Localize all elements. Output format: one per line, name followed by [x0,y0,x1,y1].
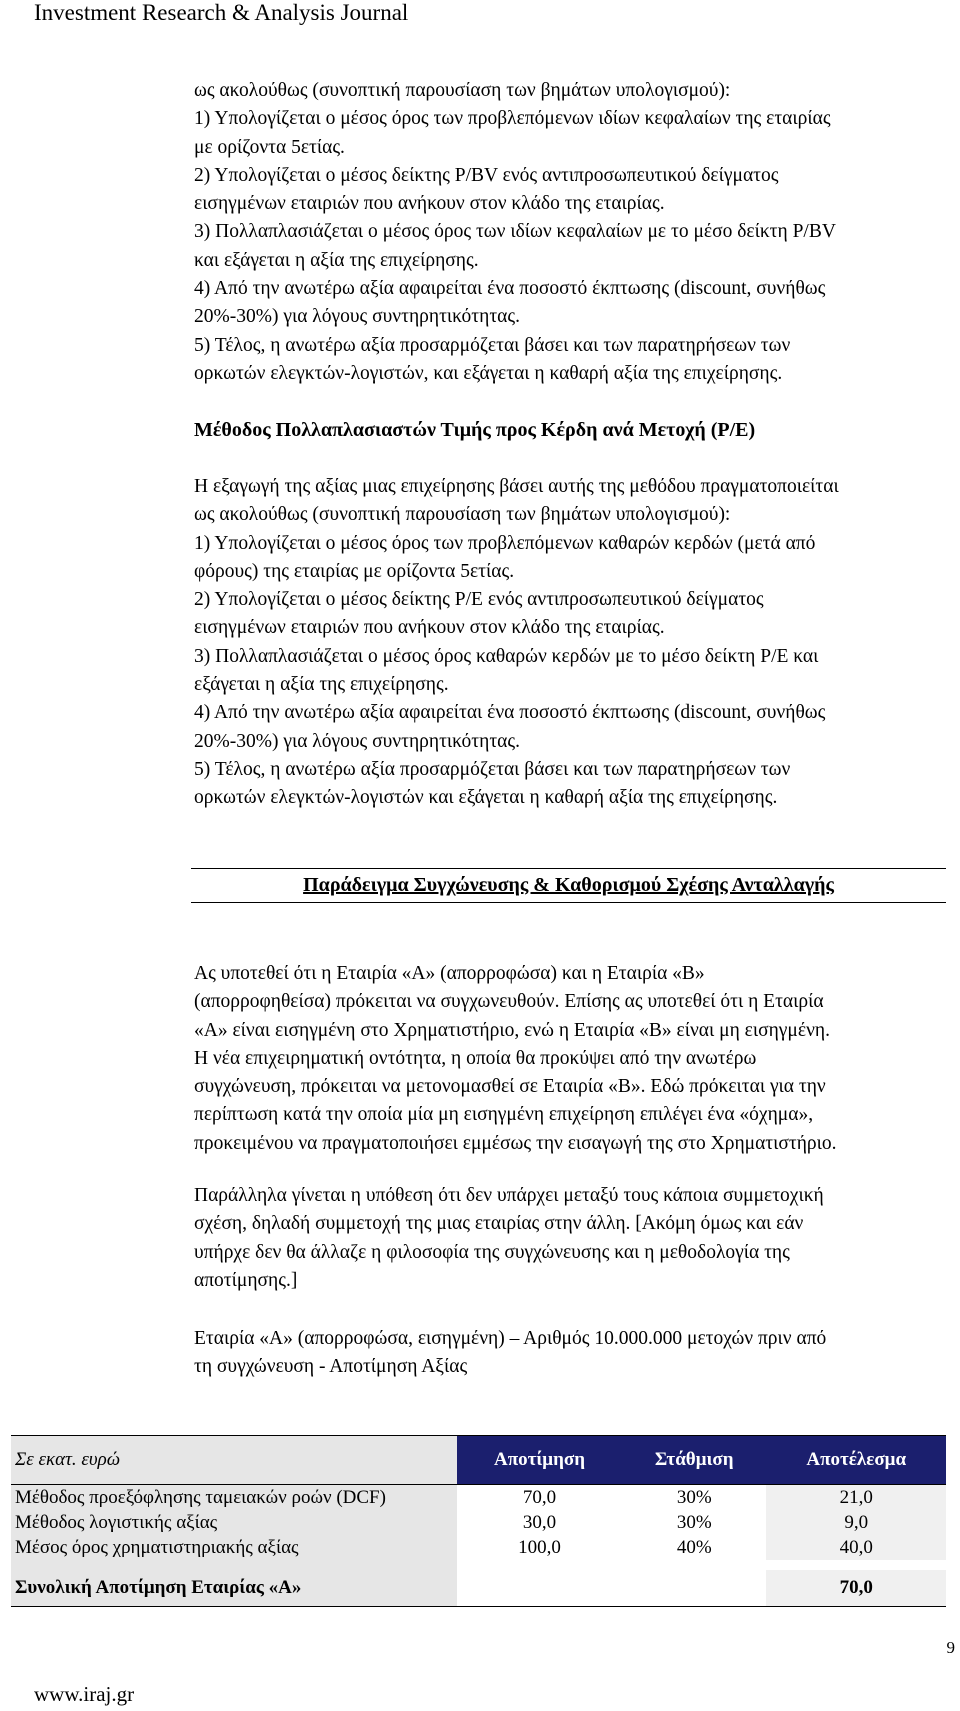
text-line: προκειμένου να πραγματοποιήσει εμμέσως την εισαγωγή της στο Χρηματιστήριο. [194,1132,837,1154]
footer-url[interactable]: www.iraj.gr [34,1682,135,1706]
column-header-result: Αποτέλεσμα [766,1436,946,1485]
text-line: 5) Τέλος, η ανωτέρω αξία προσαρμόζεται βάσει και των παρατηρήσεων των [194,758,791,780]
text-line: Παράλληλα γίνεται η υπόθεση ότι δεν υπάρχει μεταξύ τους κάποια συμμετοχική [194,1185,824,1206]
text-line: αποτίμησης.] [194,1269,298,1291]
example-paragraph-2 [194,1182,954,1295]
result-cell: 40,0 [766,1535,946,1560]
text-line: 20%-30%) για λόγους συντηρητικότητας. [194,730,520,752]
method-cell: Μέθοδος λογιστικής αξίας [11,1510,457,1535]
text-line: ως ακολούθως (συνοπτική παρουσίαση των βημάτων υπολογισμού): [194,504,731,526]
text-line: 2) Υπολογίζεται ο μέσος δείκτης P/E ενός αντιπροσωπευτικού δείγματος [194,589,764,611]
empty-cell [457,1570,622,1607]
weight-cell: 40% [676,1536,712,1558]
text-line: 3) Πολλαπλασιάζεται ο μέσος όρος καθαρών κερδών με το μέσο δείκτη P/E και [194,645,819,667]
section-divider [191,868,946,869]
pe-method-steps [194,473,954,813]
text-line: ως ακολούθως (συνοπτική παρουσίαση των βημάτων υπολογισμού): [194,80,731,101]
text-line: φόρους) της εταιρίας με ορίζοντα 5ετίας. [194,560,515,582]
valuation-cell: 30,0 [522,1511,557,1533]
spacer-cell [11,1560,457,1570]
text-line: 20%-30%) για λόγους συντηρητικότητας. [194,306,520,328]
text-line: εξάγεται η αξία της επιχείρησης. [194,674,449,696]
text-line: Εταιρία «Α» (απορροφώσα, εισηγμένη) – Αριθμός 10.000.000 μετοχών πριν από [194,1328,827,1349]
text-line: Η εξαγωγή της αξίας μιας επιχείρησης βάσει αυτής της μεθόδου πραγματοποιείται [194,476,839,497]
text-line: Η νέα επιχειρηματική οντότητα, η οποία θα προκύψει από την ανωτέρω [194,1047,757,1069]
valuation-table [11,1435,946,1607]
text-line: 4) Από την ανωτέρω αξία αφαιρείται ένα ποσοστό έκπτωσης (discount, συνήθως [194,702,826,724]
text-line: εισηγμένων εταιριών που ανήκουν στον κλάδο της εταιρίας. [194,617,665,639]
text-line: 3) Πολλαπλασιάζεται ο μέσος όρος των ιδίων κεφαλαίων με το μέσο δείκτη P/BV [194,221,836,243]
table-row [11,1535,946,1560]
text-line: ορκωτών ελεγκτών-λογιστών, και εξάγεται η καθαρή αξία της επιχείρησης. [194,362,783,384]
text-line: εισηγμένων εταιριών που ανήκουν στον κλάδο της εταιρίας. [194,193,665,215]
table-row [11,1510,946,1535]
text-line: σχέση, δηλαδή συμμετοχή της μιας εταιρίας στην άλλη. [Ακόμη όμως και εάν [194,1213,804,1235]
pe-section-heading-wrap [194,419,954,442]
text-line: 1) Υπολογίζεται ο μέσος όρος των προβλεπόμενων ιδίων κεφαλαίων της εταιρίας [194,108,831,130]
table-header-row [11,1436,946,1485]
text-line: «Α» είναι εισηγμένη στο Χρηματιστήριο, ενώ η Εταιρία «Β» είναι μη εισηγμένη. [194,1019,830,1041]
pe-section-heading: Μέθοδος Πολλαπλασιαστών Τιμής προς Κέρδη ανά Μετοχή (P/E) [194,419,756,441]
text-line: Ας υποτεθεί ότι η Εταιρία «Α» (απορροφώσα) και η Εταιρία «Β» [194,963,705,984]
weight-cell: 30% [622,1485,766,1511]
valuation-cell: 70,0 [457,1485,622,1511]
spacer-cell [457,1560,622,1570]
text-line: περίπτωση κατά την οποία μία μη εισηγμένη επιχείρηση επιλέγει ένα «όχημα», [194,1104,814,1126]
text-line: 4) Από την ανωτέρω αξία αφαιρείται ένα ποσοστό έκπτωσης (discount, συνήθως [194,278,826,300]
column-header-valuation: Αποτίμηση [457,1436,622,1485]
spacer-cell [766,1560,946,1570]
text-line: 1) Υπολογίζεται ο μέσος όρος των προβλεπόμενων καθαρών κερδών (μετά από [194,532,816,554]
weight-cell: 30% [676,1511,712,1533]
result-cell: 21,0 [766,1485,946,1511]
table-row [11,1485,946,1511]
text-line: με ορίζοντα 5ετίας. [194,136,345,158]
column-header-weight: Στάθμιση [622,1436,766,1485]
table-total-row [11,1570,946,1607]
section-divider [191,902,946,903]
page-number: 9 [946,1638,955,1657]
table-spacer-row [11,1560,946,1570]
text-line: υπήρχε δεν θα άλλαζε η φιλοσοφία της συγχώνευσης και η μεθοδολογία της [194,1241,790,1263]
empty-cell [622,1570,766,1607]
method-cell: Μέθοδος προεξόφλησης ταμειακών ροών (DCF) [11,1485,457,1511]
text-line: 5) Τέλος, η ανωτέρω αξία προσαρμόζεται βάσει και των παρατηρήσεων των [194,334,791,356]
text-line: (απορροφηθείσα) πρόκειται να συγχωνευθούν. Επίσης ας υποτεθεί ότι η Εταιρία [194,991,824,1013]
result-cell: 9,0 [766,1510,946,1535]
total-value: 70,0 [766,1570,946,1607]
method-cell: Μέσος όρος χρηματιστηριακής αξίας [11,1535,457,1560]
text-line: συγχώνευση, πρόκειται να μετονομασθεί σε Εταιρία «Β». Εδώ πρόκειται για την [194,1076,826,1098]
valuation-cell: 100,0 [518,1536,561,1558]
text-line: και εξάγεται η αξία της επιχείρησης. [194,249,479,271]
text-line: τη συγχώνευση - Αποτίμηση Αξίας [194,1356,468,1378]
unit-label: Σε εκατ. ευρώ [11,1436,457,1485]
pbv-method-steps [194,77,954,388]
text-line: 2) Υπολογίζεται ο μέσος δείκτης P/BV ενός αντιπροσωπευτικού δείγματος [194,164,779,186]
journal-header: Investment Research & Analysis Journal [34,0,409,25]
example-section-heading: Παράδειγμα Συγχώνευσης & Καθορισμού Σχέσης Ανταλλαγής [303,874,834,896]
example-paragraph-3 [194,1325,954,1382]
text-line: ορκωτών ελεγκτών-λογιστών και εξάγεται η καθαρή αξία της επιχείρησης. [194,787,778,809]
example-paragraph-1 [194,960,954,1158]
total-label: Συνολική Αποτίμηση Εταιρίας «Α» [11,1570,457,1607]
spacer-cell [622,1560,766,1570]
